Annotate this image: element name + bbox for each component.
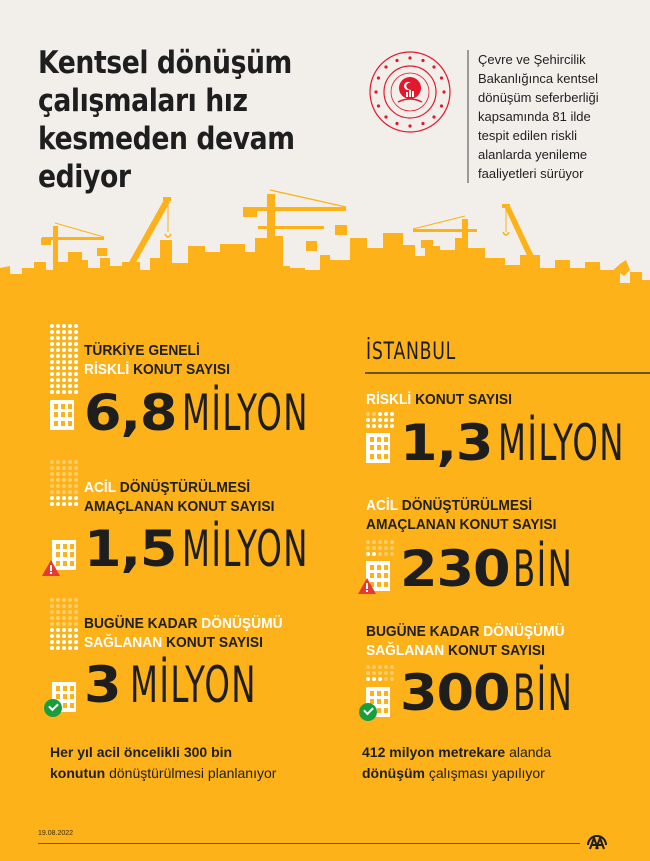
- title-line: kesmeden devam: [38, 121, 295, 157]
- stat-number: 230: [400, 540, 510, 598]
- istanbul-urgent-stat: [366, 496, 573, 534]
- title-line: ediyor: [38, 159, 131, 195]
- stat-unit: BİN: [513, 664, 574, 722]
- footnote-bold: Her yıl acil öncelikli 300 bin: [50, 744, 233, 760]
- title-line: çalışmaları hız: [38, 83, 248, 119]
- stat-label: BUGÜNE KADAR DÖNÜŞÜMÜ: [366, 623, 565, 640]
- warning-icon: [42, 560, 60, 576]
- footer-divider: [38, 843, 580, 844]
- istanbul-risky-value: [400, 414, 650, 472]
- description-line: Bakanlığınca kentsel: [478, 71, 598, 86]
- page-title: [38, 44, 296, 196]
- stat-label: TÜRKİYE GENELİ: [84, 342, 200, 359]
- divider: [365, 372, 650, 374]
- stat-unit: BİN: [513, 540, 574, 598]
- stat-unit: MİLYON: [181, 520, 309, 578]
- progress-dot-grid: [366, 412, 394, 428]
- turkey-transformed-stat: [84, 614, 300, 652]
- stat-label: AMAÇLANAN KONUT SAYISI: [366, 516, 557, 533]
- istanbul-footnote: [362, 742, 551, 784]
- title-line: Kentsel dönüşüm: [38, 45, 292, 81]
- stat-label: RİSKLİ KONUT SAYISI: [366, 391, 512, 408]
- construction-skyline-illustration: [0, 180, 650, 320]
- istanbul-heading: İSTANBUL: [366, 337, 456, 365]
- stat-unit: MİLYON: [497, 414, 625, 472]
- description-line: kapsamında 81 ilde: [478, 109, 591, 124]
- stat-number: 1,3: [400, 414, 493, 472]
- footnote-bold: konutun: [50, 765, 106, 781]
- stat-number: 1,5: [84, 520, 177, 578]
- stat-label: ACİL DÖNÜŞTÜRÜLMESİ: [84, 479, 251, 496]
- intro-description: [467, 50, 647, 183]
- publish-date: 19.08.2022: [38, 830, 74, 837]
- stat-unit: MİLYON: [129, 656, 257, 714]
- check-icon: [359, 703, 377, 721]
- turkey-urgent-stat: [84, 478, 291, 516]
- footnote-text: alanda: [505, 744, 552, 760]
- footnote-text: çalışması yapılıyor: [425, 765, 545, 781]
- istanbul-transformed-value: [400, 664, 597, 722]
- footnote-text: dönüştürülmesi planlanıyor: [105, 765, 277, 781]
- progress-dot-grid: [50, 460, 78, 506]
- stat-label: SAĞLANAN KONUT SAYISI: [84, 634, 263, 651]
- progress-dot-grid: [50, 324, 78, 394]
- description-line: tespit edilen riskli: [478, 128, 577, 143]
- building-icon: [50, 400, 74, 430]
- stat-number: 3: [84, 656, 121, 714]
- turkey-urgent-value: [84, 520, 358, 578]
- istanbul-transformed-stat: [366, 622, 582, 660]
- description-line: faaliyetleri sürüyor: [478, 166, 584, 181]
- turkey-risky-stat: [84, 341, 243, 379]
- check-icon: [44, 699, 62, 717]
- footnote-bold: dönüşüm: [362, 765, 425, 781]
- stat-label: SAĞLANAN KONUT SAYISI: [366, 642, 545, 659]
- description-line: dönüşüm seferberliği: [478, 90, 599, 105]
- description-line: Çevre ve Şehircilik: [478, 52, 586, 67]
- stat-label: ACİL DÖNÜŞTÜRÜLMESİ: [366, 497, 533, 514]
- stat-label: BUGÜNE KADAR DÖNÜŞÜMÜ: [84, 615, 283, 632]
- stat-label: AMAÇLANAN KONUT SAYISI: [84, 498, 275, 515]
- warning-icon: [358, 578, 376, 594]
- turkey-footnote: [50, 742, 276, 784]
- stat-number: 6,8: [84, 384, 177, 442]
- progress-dot-grid: [50, 598, 78, 650]
- stat-unit: MİLYON: [181, 384, 309, 442]
- ministry-seal-icon: [368, 50, 452, 134]
- turkey-transformed-value: [84, 656, 306, 714]
- stat-label: RİSKLİ KONUT SAYISI: [84, 361, 230, 378]
- istanbul-risky-stat: [366, 390, 525, 409]
- turkey-risky-value: [84, 384, 358, 442]
- progress-dot-grid: [366, 540, 394, 556]
- aa-logo-icon: [586, 829, 608, 851]
- footnote-bold: 412 milyon metrekare: [362, 744, 506, 760]
- building-icon: [366, 433, 390, 463]
- description-line: alanlarda yenileme: [478, 147, 588, 162]
- istanbul-urgent-value: [400, 540, 597, 598]
- progress-dot-grid: [366, 665, 394, 681]
- stat-number: 300: [400, 664, 510, 722]
